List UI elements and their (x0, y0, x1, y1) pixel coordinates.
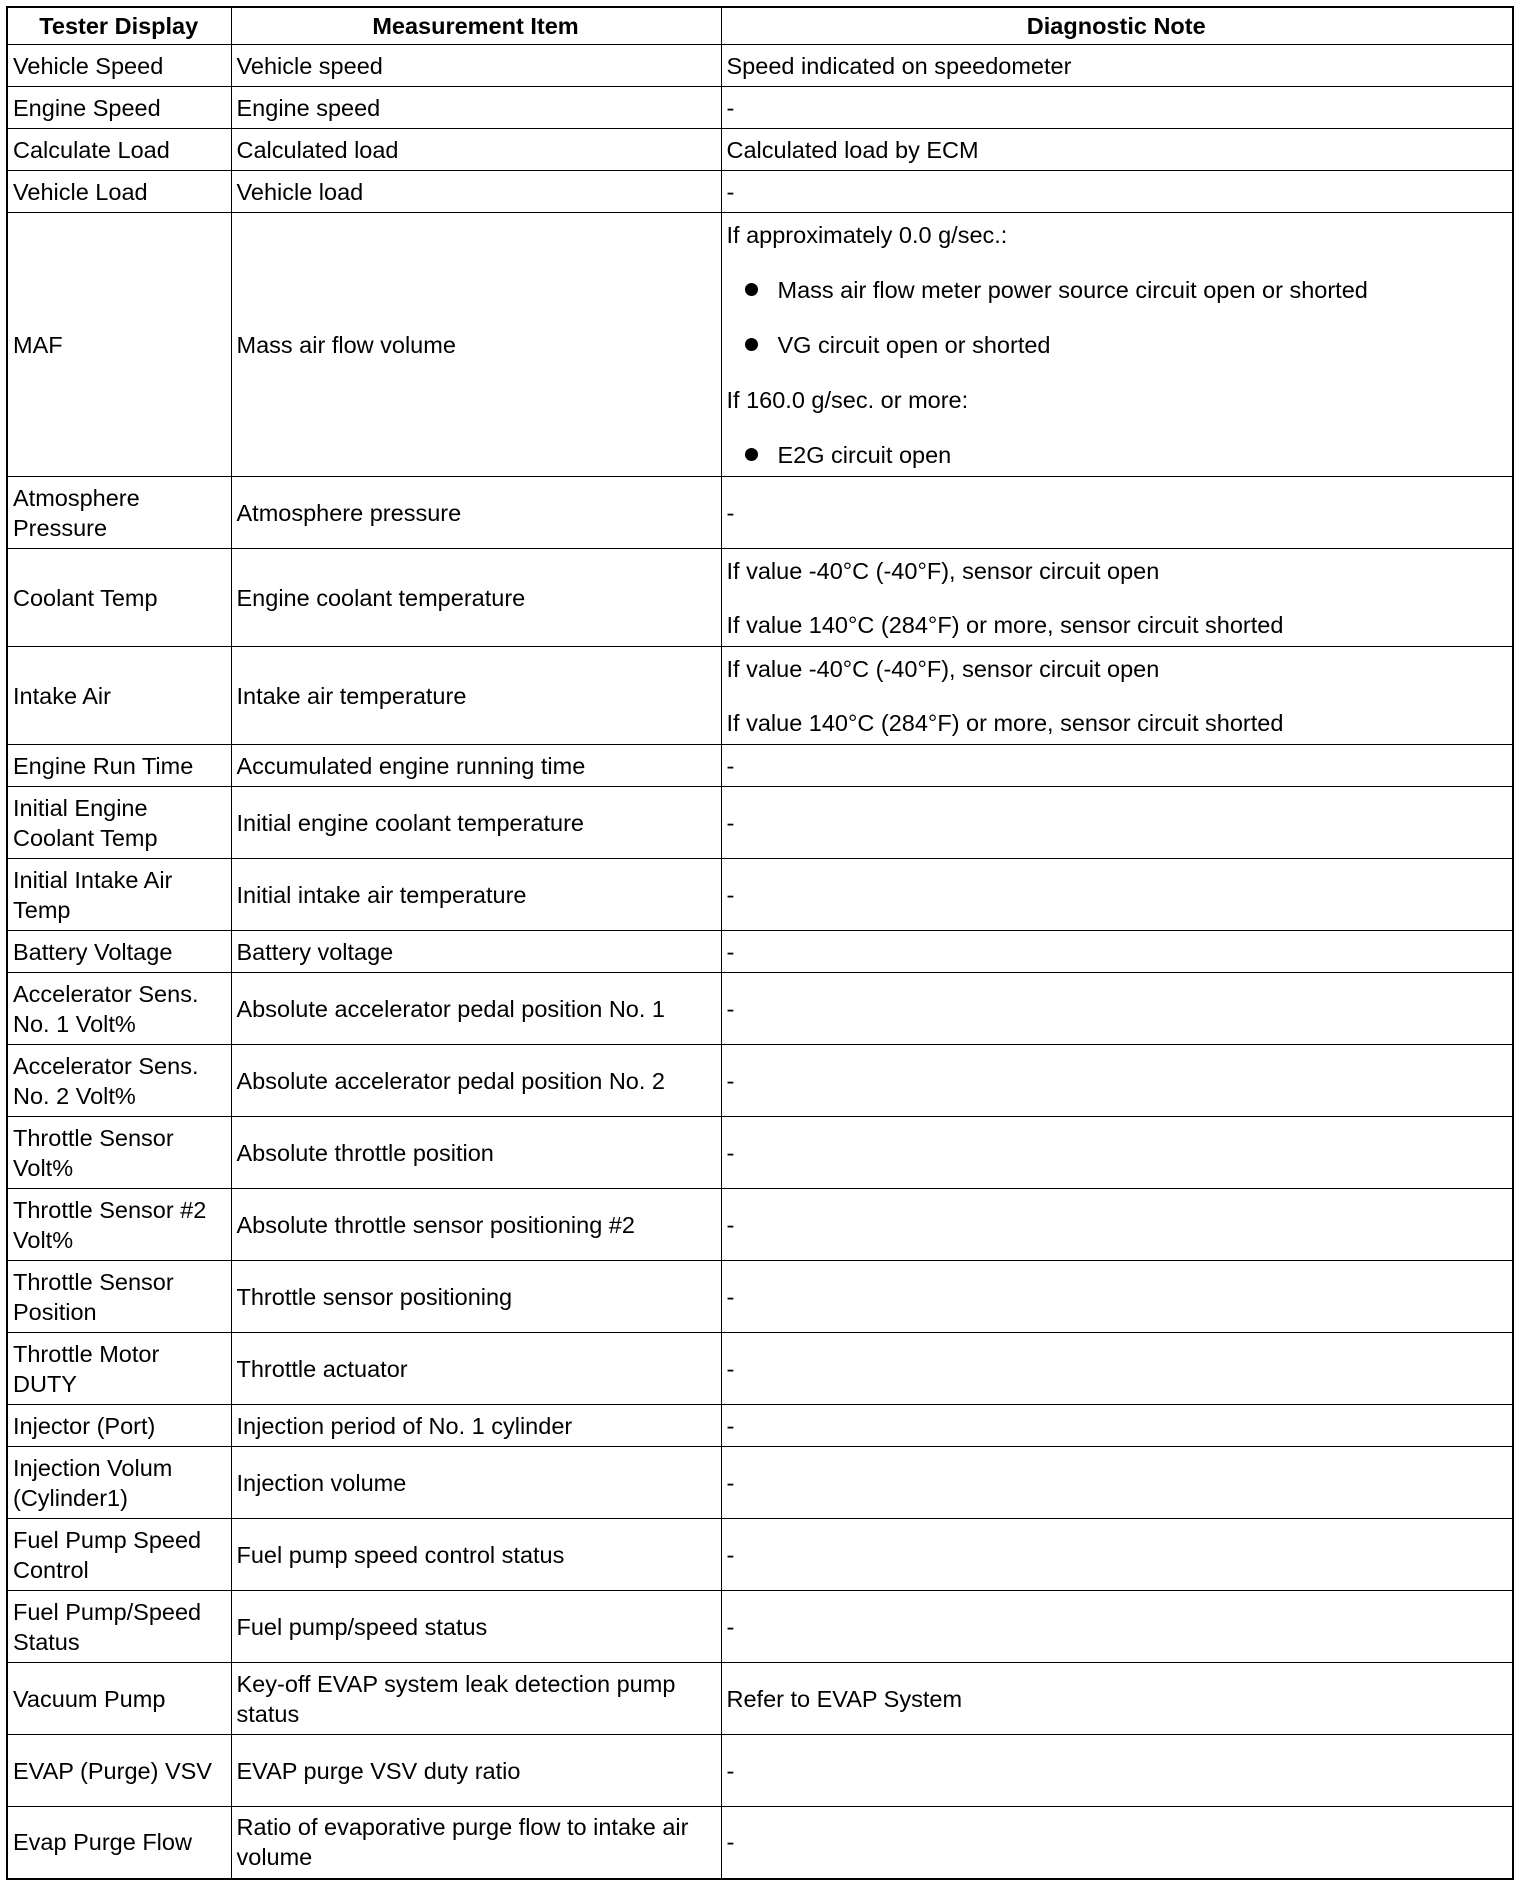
tester-display-cell: Throttle Motor DUTY (7, 1333, 231, 1405)
table-row (7, 477, 1513, 549)
diagnostic-note-cell: - (721, 477, 1513, 549)
tester-display-cell: Atmosphere Pressure (7, 477, 231, 549)
diagnostic-note-cell (721, 647, 1513, 745)
measurement-item-cell: Calculated load (231, 129, 721, 171)
tester-display-cell: Engine Run Time (7, 745, 231, 787)
tester-display-cell: Initial Intake Air Temp (7, 859, 231, 931)
diagnostic-note-cell: - (721, 1519, 1513, 1591)
diagnostic-note-cell: - (721, 87, 1513, 129)
header-measurement-item: Measurement Item (231, 7, 721, 45)
diagnostic-note-cell: Refer to EVAP System (721, 1663, 1513, 1735)
measurement-item-cell: EVAP purge VSV duty ratio (231, 1735, 721, 1807)
table-row (7, 1261, 1513, 1333)
table-row (7, 549, 1513, 647)
measurement-item-cell: Fuel pump/speed status (231, 1591, 721, 1663)
diagnostic-note-cell: - (721, 1807, 1513, 1879)
diagnostic-note-cell: - (721, 171, 1513, 213)
table-row (7, 171, 1513, 213)
measurement-item-cell: Intake air temperature (231, 647, 721, 745)
table-row (7, 973, 1513, 1045)
tester-display-cell: Throttle Sensor Volt% (7, 1117, 231, 1189)
maf-low-condition: If approximately 0.0 g/sec.: (726, 221, 1008, 248)
diagnostic-note-cell: - (721, 931, 1513, 973)
diagnostic-note-cell: Calculated load by ECM (721, 129, 1513, 171)
table-row (7, 1807, 1513, 1879)
table-row (7, 1519, 1513, 1591)
tester-display-cell: EVAP (Purge) VSV (7, 1735, 231, 1807)
table-row (7, 859, 1513, 931)
table-row (7, 1117, 1513, 1189)
tester-display-cell: Battery Voltage (7, 931, 231, 973)
tester-display-cell: Fuel Pump/Speed Status (7, 1591, 231, 1663)
diagnostic-note-cell: - (721, 1447, 1513, 1519)
measurement-item-cell: Initial intake air temperature (231, 859, 721, 931)
measurement-item-cell: Vehicle load (231, 171, 721, 213)
measurement-item-cell: Engine speed (231, 87, 721, 129)
tester-display-cell: Intake Air (7, 647, 231, 745)
maf-note (727, 220, 1507, 470)
diagnostic-note-cell: - (721, 1045, 1513, 1117)
measurement-item-cell: Throttle sensor positioning (231, 1261, 721, 1333)
tester-display-cell: Throttle Sensor Position (7, 1261, 231, 1333)
diagnostic-table (6, 6, 1514, 1880)
diagnostic-note-cell: - (721, 1735, 1513, 1807)
table-row (7, 129, 1513, 171)
diagnostic-note-cell: - (721, 859, 1513, 931)
measurement-item-cell: Injection period of No. 1 cylinder (231, 1405, 721, 1447)
measurement-item-cell: Mass air flow volume (231, 213, 721, 477)
note-shorted-condition: If value 140°C (284°F) or more, sensor circuit shorted (726, 611, 1284, 638)
tester-display-cell: Fuel Pump Speed Control (7, 1519, 231, 1591)
tester-display-cell: Engine Speed (7, 87, 231, 129)
diagnostic-note-cell: Speed indicated on speedometer (721, 45, 1513, 87)
tester-display-cell: Accelerator Sens. No. 1 Volt% (7, 973, 231, 1045)
bullet-icon (745, 338, 758, 351)
measurement-item-cell: Engine coolant temperature (231, 549, 721, 647)
diagnostic-note-cell: - (721, 973, 1513, 1045)
measurement-item-cell: Initial engine coolant temperature (231, 787, 721, 859)
tester-display-cell: Injector (Port) (7, 1405, 231, 1447)
tester-display-cell: Evap Purge Flow (7, 1807, 231, 1879)
table-row (7, 213, 1513, 477)
diagnostic-note-cell (721, 213, 1513, 477)
measurement-item-cell: Absolute accelerator pedal position No. 2 (231, 1045, 721, 1117)
tester-display-cell: Initial Engine Coolant Temp (7, 787, 231, 859)
bullet-icon (745, 283, 758, 296)
table-row (7, 1045, 1513, 1117)
list-item: Mass air flow meter power source circuit open or shorted (727, 275, 1507, 305)
table-row (7, 1735, 1513, 1807)
tester-display-cell: Calculate Load (7, 129, 231, 171)
diagnostic-note-cell: - (721, 1117, 1513, 1189)
measurement-item-cell: Vehicle speed (231, 45, 721, 87)
measurement-item-cell: Injection volume (231, 1447, 721, 1519)
tester-display-cell: Accelerator Sens. No. 2 Volt% (7, 1045, 231, 1117)
diagnostic-note-cell: - (721, 1333, 1513, 1405)
diagnostic-note-cell: - (721, 1591, 1513, 1663)
table-row (7, 45, 1513, 87)
page (6, 6, 1514, 1880)
header-tester-display: Tester Display (7, 7, 231, 45)
measurement-item-cell: Absolute throttle sensor positioning #2 (231, 1189, 721, 1261)
note-open-condition: If value -40°C (-40°F), sensor circuit open (726, 655, 1160, 682)
measurement-item-cell: Battery voltage (231, 931, 721, 973)
tester-display-cell: Throttle Sensor #2 Volt% (7, 1189, 231, 1261)
diagnostic-note-cell: - (721, 1405, 1513, 1447)
measurement-item-cell: Absolute accelerator pedal position No. 1 (231, 973, 721, 1045)
diagnostic-note-cell (721, 549, 1513, 647)
tester-display-cell: Coolant Temp (7, 549, 231, 647)
table-row (7, 1663, 1513, 1735)
table-row (7, 1333, 1513, 1405)
tester-display-cell: Vacuum Pump (7, 1663, 231, 1735)
measurement-item-cell: Accumulated engine running time (231, 745, 721, 787)
measurement-item-cell: Absolute throttle position (231, 1117, 721, 1189)
table-row (7, 1447, 1513, 1519)
table-row (7, 1405, 1513, 1447)
header-row (7, 7, 1513, 45)
tester-display-cell: Vehicle Load (7, 171, 231, 213)
table-row (7, 647, 1513, 745)
tester-display-cell: Injection Volum (Cylinder1) (7, 1447, 231, 1519)
table-row (7, 745, 1513, 787)
diagnostic-note-cell: - (721, 1261, 1513, 1333)
tester-display-cell: Vehicle Speed (7, 45, 231, 87)
table-row (7, 1189, 1513, 1261)
diagnostic-note-cell: - (721, 1189, 1513, 1261)
note-shorted-condition: If value 140°C (284°F) or more, sensor circuit shorted (726, 709, 1284, 736)
bullet-icon (745, 448, 758, 461)
measurement-item-cell: Atmosphere pressure (231, 477, 721, 549)
table-row (7, 1591, 1513, 1663)
measurement-item-cell: Throttle actuator (231, 1333, 721, 1405)
maf-high-condition: If 160.0 g/sec. or more: (726, 386, 969, 413)
measurement-item-cell: Ratio of evaporative purge flow to intake air volume (231, 1807, 721, 1879)
table-row (7, 787, 1513, 859)
diagnostic-note-cell: - (721, 787, 1513, 859)
note-open-condition: If value -40°C (-40°F), sensor circuit open (726, 557, 1160, 584)
tester-display-cell: MAF (7, 213, 231, 477)
diagnostic-note-cell: - (721, 745, 1513, 787)
table-row (7, 931, 1513, 973)
measurement-item-cell: Key-off EVAP system leak detection pump status (231, 1663, 721, 1735)
table-row (7, 87, 1513, 129)
list-item: E2G circuit open (727, 440, 1507, 470)
measurement-item-cell: Fuel pump speed control status (231, 1519, 721, 1591)
header-diagnostic-note: Diagnostic Note (721, 7, 1513, 45)
list-item: VG circuit open or shorted (727, 330, 1507, 360)
